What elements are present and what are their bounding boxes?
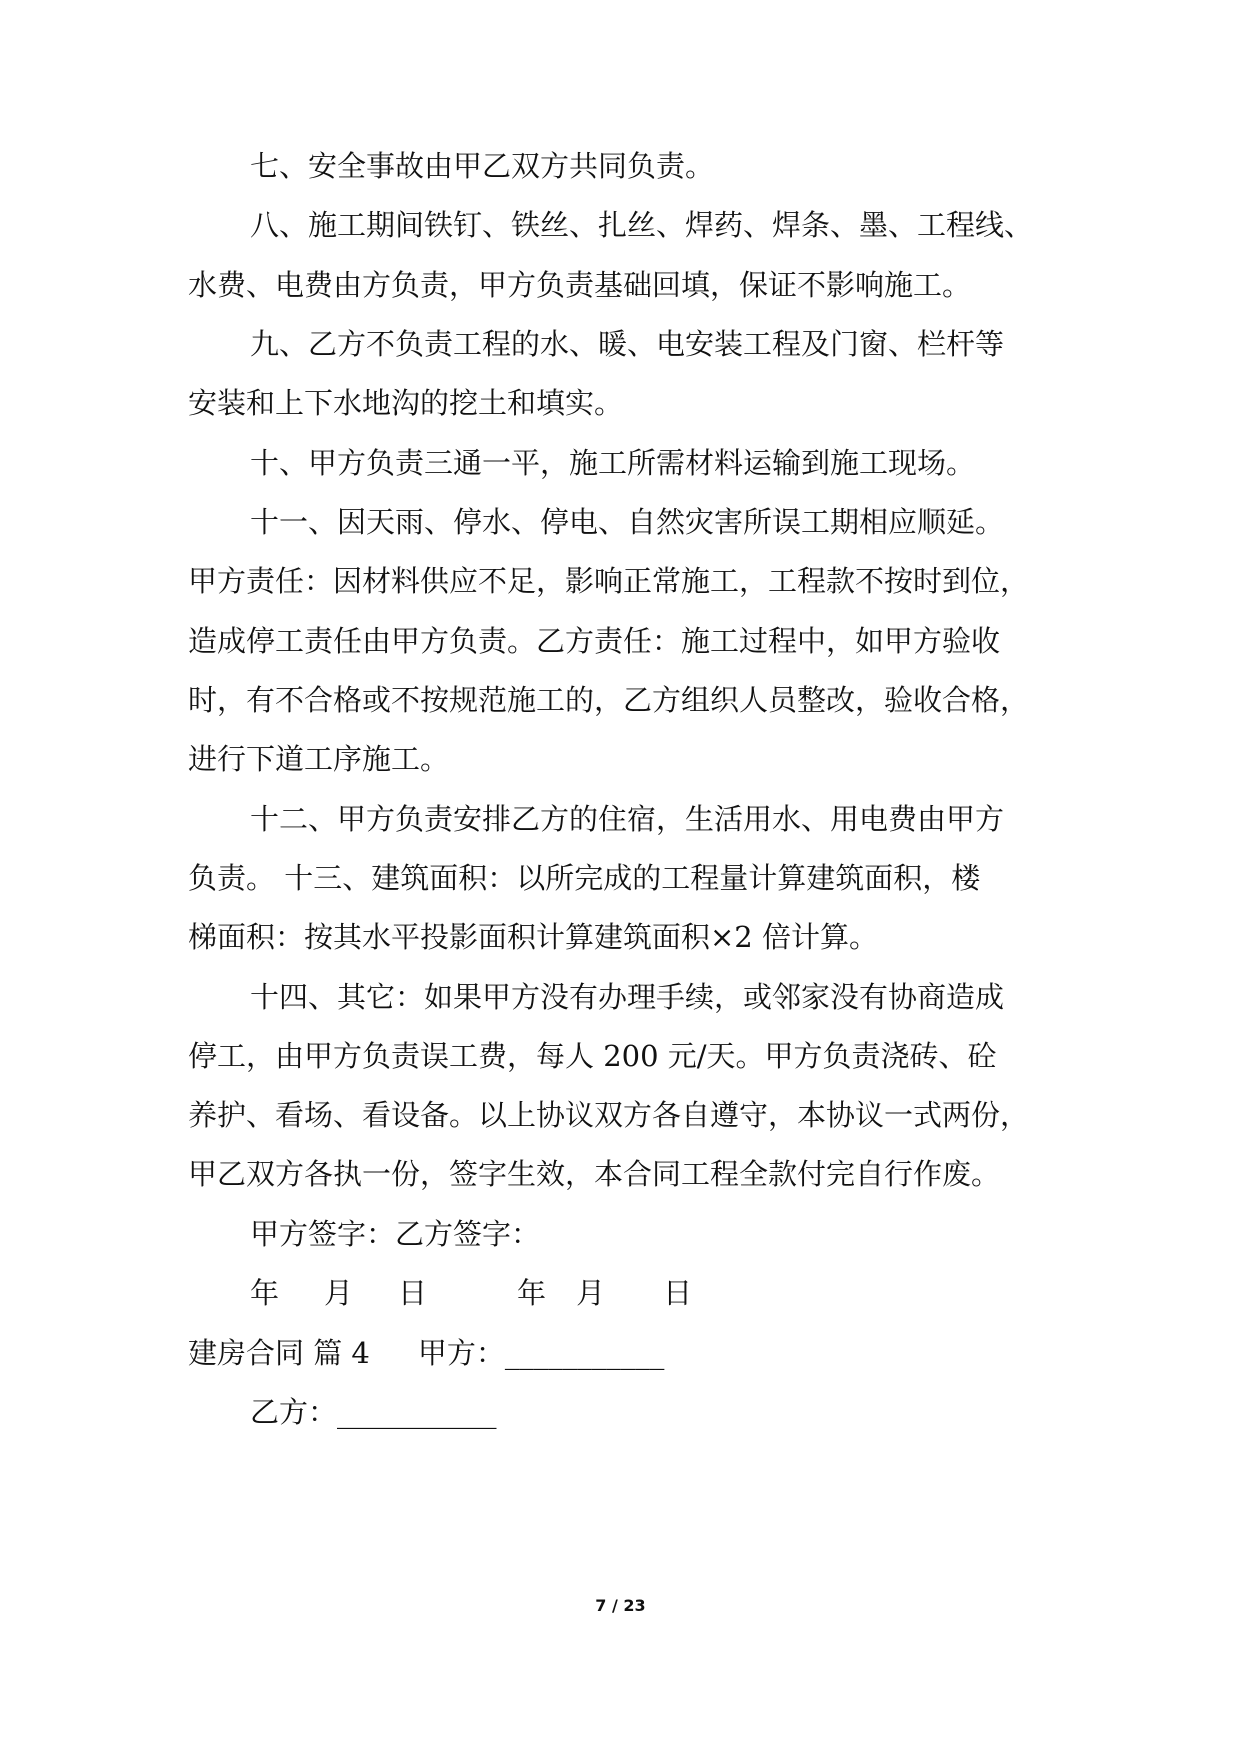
text-line: 负责。 十三、建筑面积：以所完成的工程量计算建筑面积，楼 [188, 861, 981, 895]
text-line: 安装和上下水地沟的挖土和填实。 [188, 386, 624, 420]
text-line: 十一、因天雨、停水、停电、自然灾害所误工期相应顺延。 [250, 505, 1005, 539]
date-line [250, 1273, 1150, 1313]
text-line: 水费、电费由方负责，甲方负责基础回填，保证不影响施工。 [188, 268, 972, 302]
date-a-day: 日 [398, 1276, 428, 1310]
party-b-blank: 乙方：___________ [250, 1395, 497, 1429]
text-line: 时，有不合格或不按规范施工的，乙方组织人员整改，验收合格， [188, 683, 1030, 717]
text-line: 养护、看场、看设备。以上协议双方各自遵守，本协议一式两份， [188, 1098, 1030, 1132]
text-line: 十、甲方负责三通一平，施工所需材料运输到施工现场。 [250, 446, 976, 480]
text-line: 七、安全事故由甲乙双方共同负责。 [250, 149, 715, 183]
date-b-year: 年 [517, 1276, 547, 1310]
page-number: 7 / 23 [595, 1596, 646, 1615]
text-line: 进行下道工序施工。 [188, 742, 450, 776]
signature-line: 甲方签字：乙方签字： [250, 1217, 541, 1251]
contract-title: 建房合同 篇 4 [188, 1336, 370, 1370]
text-line: 甲方责任：因材料供应不足，影响正常施工，工程款不按时到位， [188, 564, 1030, 598]
text-line: 甲乙双方各执一份，签字生效，本合同工程全款付完自行作废。 [188, 1157, 1001, 1191]
text-line: 造成停工责任由甲方负责。乙方责任：施工过程中，如甲方验收 [188, 624, 1001, 658]
text-line: 停工，由甲方负责误工费，每人 200 元/天。甲方负责浇砖、砼 [188, 1039, 997, 1073]
date-a-year: 年 [250, 1276, 280, 1310]
date-b-month: 月 [576, 1276, 606, 1310]
party-a-blank: 甲方：___________ [417, 1336, 665, 1370]
text-line: 梯面积：按其水平投影面积计算建筑面积×2 倍计算。 [188, 920, 878, 954]
date-a-month: 月 [324, 1276, 354, 1310]
text-line: 八、施工期间铁钉、铁丝、扎丝、焊药、焊条、墨、工程线、 [250, 208, 1034, 242]
text-line: 十二、甲方负责安排乙方的住宿，生活用水、用电费由甲方 [250, 802, 1005, 836]
date-b-day: 日 [663, 1276, 693, 1310]
contract-line [188, 1333, 1088, 1373]
text-line: 十四、其它：如果甲方没有办理手续，或邻家没有协商造成 [250, 980, 1005, 1014]
text-line: 九、乙方不负责工程的水、暖、电安装工程及门窗、栏杆等 [250, 327, 1005, 361]
